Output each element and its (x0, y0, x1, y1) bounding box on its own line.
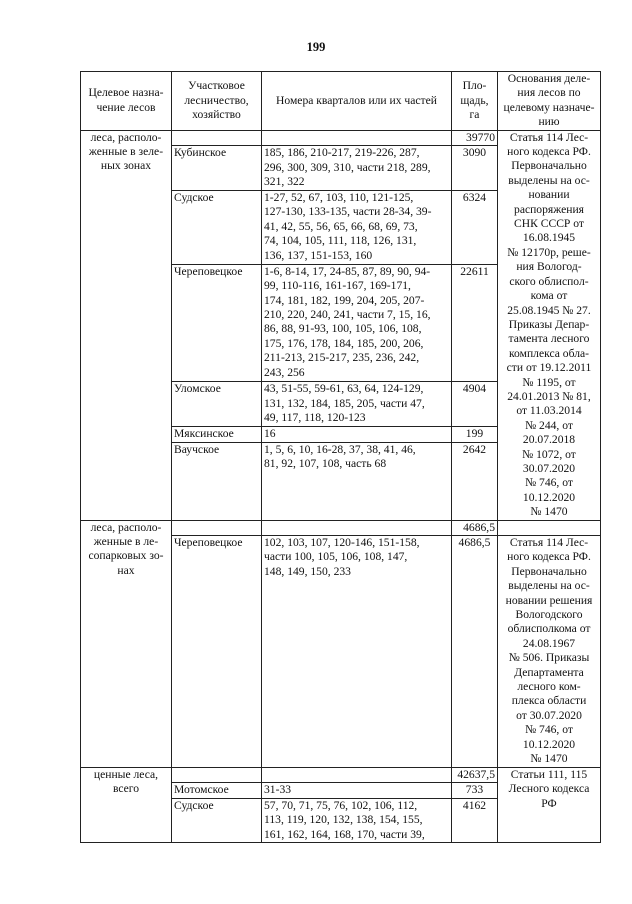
quarters-cell: 102, 103, 107, 120-146, 151-158, части 100, 105, 106, 108, 147, 148, 149, 150, 233 (262, 536, 452, 768)
forestry-cell: Судское (172, 190, 262, 264)
forestry-cell (172, 130, 262, 146)
page-number: 199 (306, 40, 326, 54)
basis-cell: Статьи 111, 115 Лесного кодекса РФ (498, 768, 601, 843)
quarters-cell: 185, 186, 210-217, 219-226, 287, 296, 300, 309, 310, части 218, 289, 321, 322 (262, 146, 452, 191)
quarters-cell: 1-6, 8-14, 17, 24-85, 87, 89, 90, 94- 99, 110-116, 161-167, 169-171, 174, 181, 182, 199, 204, 205, 207- 210, 220, 240, 241, части 7, 15, 16, 86, 88, 91-93, 100, 105, 106, 108, 175, 176, 178, 184, 185, 200, 206, 211-213, 215-217, 235, 236, 242, 243, 256 (262, 264, 452, 382)
area-cell: 4162 (452, 798, 498, 842)
quarters-cell: 1-27, 52, 67, 103, 110, 121-125, 127-130, 133-135, части 28-34, 39- 41, 42, 55, 56, 65, 66, 68, 69, 73, 74, 104, 105, 111, 118, 126, 131, 136, 137, 151-153, 160 (262, 190, 452, 264)
purpose-cell: ценные леса, всего (81, 768, 172, 843)
purpose-cell: леса, располо- женные в зеле- ных зонах (81, 130, 172, 520)
purpose-cell: леса, располо- женные в ле- сопарковых зо- нах (81, 520, 172, 767)
basis-cell-empty (498, 520, 601, 535)
forestry-cell: Кубинское (172, 146, 262, 191)
quarters-cell (262, 130, 452, 146)
basis-cell: Статья 114 Лес- ного кодекса РФ. Первоначально выделены на ос- новании распоряжения СНК СССР от 16.08.1945 № 12170р, реше- ния Вологод- ского облиспол- кома от 25.08.1945 № 27. Приказы Депар- тамента лесного комплекса обла- сти от 19.12.2011 № 1195, от 24.01.2013 № 81, от 11.03.2014 № 244, от 20.07.2018 № 1072, от 30.07.2020 № 746, от 10.12.2020 № 1470 (498, 130, 601, 520)
quarters-cell: 31-33 (262, 783, 452, 798)
area-cell: 199 (452, 426, 498, 442)
area-total-cell: 42637,5 (452, 768, 498, 783)
quarters-cell: 43, 51-55, 59-61, 63, 64, 124-129, 131, 132, 184, 185, 205, части 47, 49, 117, 118, 120-123 (262, 382, 452, 427)
header-basis: Основания деле- ния лесов по целевому назначе- нию (498, 72, 601, 131)
area-total-cell: 4686,5 (452, 520, 498, 535)
forestry-cell: Судское (172, 798, 262, 842)
forestry-cell: Мотомское (172, 783, 262, 798)
quarters-cell (262, 768, 452, 783)
header-area: Пло- щадь, га (452, 72, 498, 131)
section-total-row (81, 768, 601, 783)
quarters-cell: 16 (262, 426, 452, 442)
area-total-cell: 39770 (452, 130, 498, 146)
header-quarters: Номера кварталов или их частей (262, 72, 452, 131)
forestry-cell: Уломское (172, 382, 262, 427)
header-forestry: Участковое лесничество, хозяйство (172, 72, 262, 131)
quarters-cell: 57, 70, 71, 75, 76, 102, 106, 112, 113, 119, 120, 132, 138, 154, 155, 161, 162, 164, 168, 170, части 39, (262, 798, 452, 842)
forestry-cell: Ваучское (172, 442, 262, 520)
area-cell: 4904 (452, 382, 498, 427)
area-cell: 2642 (452, 442, 498, 520)
section-total-row (81, 130, 601, 146)
basis-cell: Статья 114 Лес- ного кодекса РФ. Первоначально выделены на ос- новании решения Вологодского облисполкома от 24.08.1967 № 506. Приказы Департамента лесного ком- плекса области от 30.07.2020 № 746, от 10.12.2020 № 1470 (498, 536, 601, 768)
area-cell: 6324 (452, 190, 498, 264)
area-cell: 22611 (452, 264, 498, 382)
forestry-cell: Мяксинское (172, 426, 262, 442)
area-cell: 3090 (452, 146, 498, 191)
area-cell: 4686,5 (452, 536, 498, 768)
quarters-cell: 1, 5, 6, 10, 16-28, 37, 38, 41, 46, 81, 92, 107, 108, часть 68 (262, 442, 452, 520)
section-total-row (81, 520, 601, 535)
table-header-row (81, 72, 601, 131)
forestry-cell (172, 520, 262, 535)
forestry-cell: Череповецкое (172, 264, 262, 382)
forestry-cell (172, 768, 262, 783)
header-purpose: Целевое назна- чение лесов (81, 72, 172, 131)
area-cell: 733 (452, 783, 498, 798)
quarters-cell (262, 520, 452, 535)
forestry-cell: Череповецкое (172, 536, 262, 768)
forest-purpose-table (80, 71, 601, 843)
